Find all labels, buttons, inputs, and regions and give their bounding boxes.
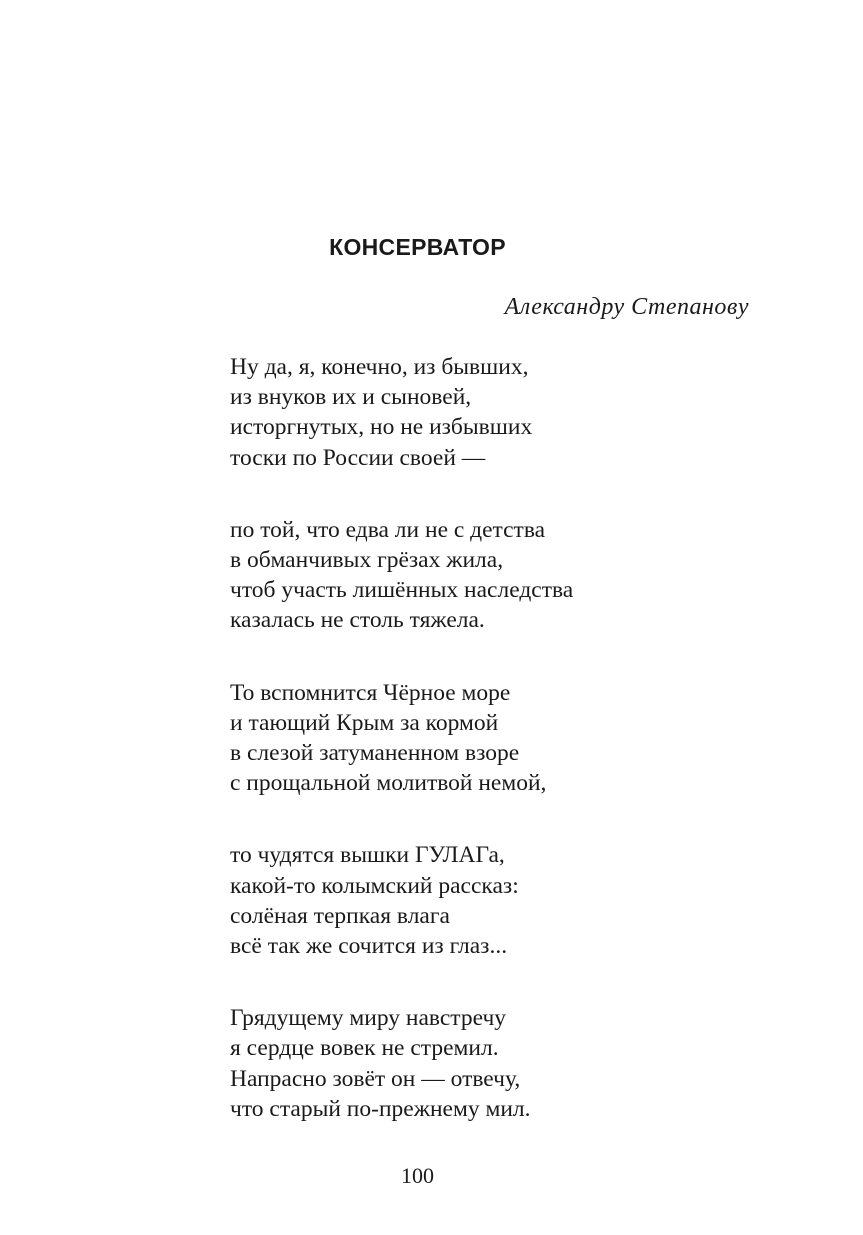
poem-line: То вспомнится Чёрное море (230, 679, 511, 706)
poem-line: какой-то колымский рассказ: (230, 872, 519, 899)
poem-line: Ну да, я, конечно, из бывших, (230, 354, 529, 380)
poem-line: по той, что едва ли не с детства (230, 516, 546, 543)
page-number: 100 (401, 1163, 434, 1188)
poem-line: то чудятся вышки ГУЛАГа, (230, 842, 505, 869)
poem-line: солёная терпкая влага (230, 902, 450, 929)
poem-line: исторгнутых, но не избывших (230, 414, 533, 441)
poem-line: я сердце вовек не стремил. (230, 1035, 499, 1062)
stanza (230, 515, 790, 636)
poem-title: КОНСЕРВАТОР (329, 234, 506, 260)
stanza (230, 1003, 790, 1124)
poem-line: чтоб участь лишённых наследства (230, 577, 574, 604)
poem-line: казалась не столь тяжела. (230, 607, 485, 634)
poem-dedication: Александру Степанову (504, 294, 749, 320)
poem-line: с прощальной молитвой немой, (230, 770, 547, 797)
stanza (230, 840, 790, 961)
poem-line: Грядущему миру навстречу (230, 1005, 507, 1032)
poem-line: всё так же сочится из глаз... (230, 933, 508, 960)
poem-line: Напрасно зовёт он — отвечу, (230, 1065, 521, 1092)
poem-line: в обманчивых грёзах жила, (230, 547, 504, 574)
poem-line: тоски по России своей — (230, 444, 486, 471)
poem-line: в слезой затуманенном взоре (230, 740, 520, 767)
poem-line: что старый по-прежнему мил. (230, 1095, 531, 1122)
stanza (230, 352, 790, 473)
poem-line: из внуков их и сыновей, (230, 384, 472, 411)
poem-body (230, 352, 790, 1166)
stanza (230, 678, 790, 799)
poem-line: и тающий Крым за кормой (230, 709, 499, 736)
